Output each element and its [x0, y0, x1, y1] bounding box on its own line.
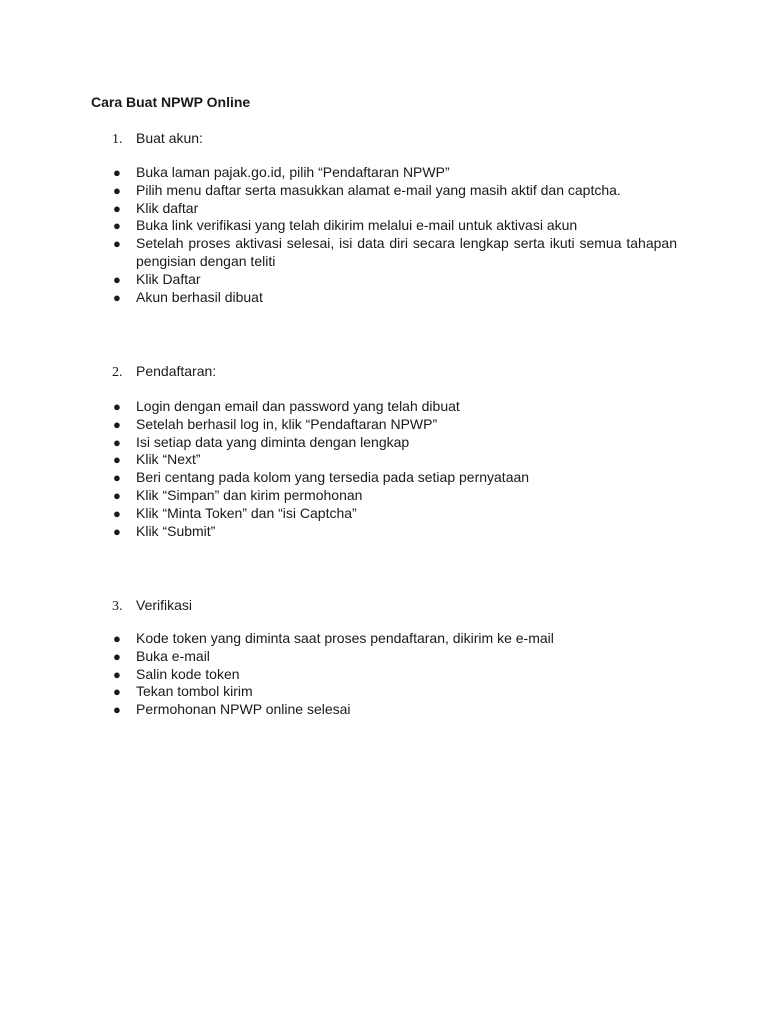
list-item-text: Permohonan NPWP online selesai: [136, 701, 351, 718]
list-item-text: Buka laman pajak.go.id, pilih “Pendaftaran NPWP”: [136, 164, 450, 180]
list-item: [0, 217, 677, 235]
bullet-list: [0, 398, 768, 540]
section-heading-label: Pendaftaran:: [136, 363, 217, 379]
list-item: [0, 505, 677, 523]
section-heading-label: Buat akun:: [136, 130, 203, 146]
bullet-icon: ●: [113, 487, 121, 503]
list-item-text: Klik “Submit”: [136, 522, 216, 539]
bullet-icon: ●: [113, 684, 121, 700]
list-item-text: Buka link verifikasi yang telah dikirim melalui e-mail untuk aktivasi akun: [136, 217, 578, 234]
bullet-icon: ●: [113, 631, 121, 646]
bullet-icon: ●: [113, 416, 121, 432]
bullet-icon: ●: [113, 452, 121, 468]
list-item: [0, 200, 677, 218]
bullet-icon: ●: [113, 399, 121, 414]
list-item: [0, 683, 677, 701]
list-item: [0, 235, 677, 271]
list-item: [0, 648, 677, 666]
section-number: 2.: [112, 365, 123, 380]
list-item-text: Setelah berhasil log in, klik “Pendaftaran NPWP”: [136, 415, 438, 432]
list-item-text: Buka e-mail: [136, 647, 210, 664]
list-item-text: Klik “Simpan” dan kirim permohonan: [136, 486, 363, 503]
bullet-list: [0, 164, 768, 306]
list-item-text: Setelah proses aktivasi selesai, isi data diri secara lengkap serta ikuti semua tahapan pengisian dengan teliti: [136, 235, 677, 269]
list-item: [0, 289, 677, 307]
bullet-icon: ●: [113, 505, 121, 521]
bullet-icon: ●: [113, 434, 121, 450]
list-item: [0, 434, 677, 452]
list-item-text: Klik Daftar: [136, 270, 201, 287]
section-number: 3.: [112, 599, 123, 614]
bullet-icon: ●: [113, 289, 121, 305]
list-item: [0, 398, 677, 416]
list-item-text: Login dengan email dan password yang telah dibuat: [136, 398, 460, 414]
document-title: Cara Buat NPWP Online: [91, 94, 251, 110]
list-item-text: Tekan tombol kirim: [136, 683, 253, 700]
list-item-text: Salin kode token: [136, 665, 240, 682]
list-item: [0, 666, 677, 684]
list-item: [0, 630, 677, 648]
list-item: [0, 469, 677, 487]
section-number: 1.: [112, 132, 123, 147]
bullet-icon: ●: [113, 648, 121, 664]
bullet-icon: ●: [113, 271, 121, 287]
bullet-list: [0, 630, 768, 719]
list-item: [0, 416, 677, 434]
section-heading: [112, 596, 192, 616]
bullet-icon: ●: [113, 165, 121, 180]
list-item: [0, 451, 677, 469]
list-item-text: Klik “Minta Token” dan “isi Captcha”: [136, 504, 357, 521]
list-item-text: Beri centang pada kolom yang tersedia pada setiap pernyataan: [136, 469, 530, 486]
bullet-icon: ●: [113, 200, 121, 216]
list-item-text: Isi setiap data yang diminta dengan lengkap: [136, 433, 410, 450]
bullet-icon: ●: [113, 236, 121, 252]
bullet-icon: ●: [113, 702, 121, 718]
list-item-text: Klik daftar: [136, 199, 199, 216]
section-heading-label: Verifikasi: [136, 597, 193, 613]
list-item-text: Kode token yang diminta saat proses pendaftaran, dikirim ke e-mail: [136, 630, 554, 646]
bullet-icon: ●: [113, 470, 121, 486]
list-item: [0, 487, 677, 505]
bullet-icon: ●: [113, 182, 121, 198]
list-item-text: Pilih menu daftar serta masukkan alamat e-mail yang masih aktif dan captcha.: [136, 181, 621, 198]
list-item: [0, 523, 677, 541]
list-item-text: Klik “Next”: [136, 451, 201, 468]
list-item: [0, 271, 677, 289]
list-item: [0, 701, 677, 719]
bullet-icon: ●: [113, 523, 121, 539]
list-item: [0, 182, 677, 200]
section-heading: [112, 362, 216, 382]
bullet-icon: ●: [113, 666, 121, 682]
list-item: [0, 164, 677, 182]
list-item-text: Akun berhasil dibuat: [136, 288, 263, 305]
section-heading: [112, 129, 203, 149]
bullet-icon: ●: [113, 218, 121, 234]
